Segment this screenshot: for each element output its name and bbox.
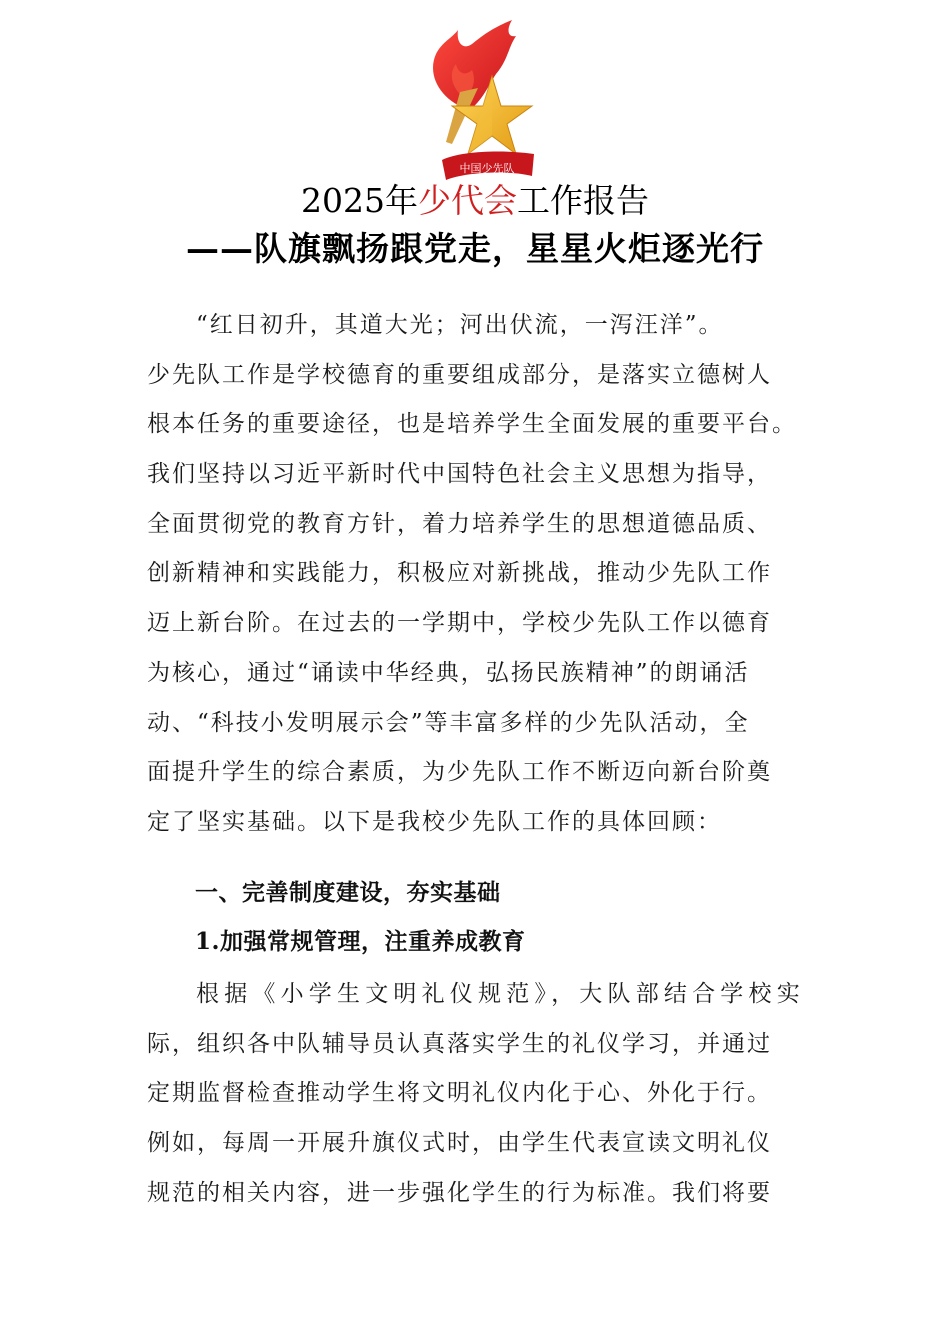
paragraph-line: 少先队工作是学校德育的重要组成部分，是落实立德树人 — [147, 361, 772, 388]
paragraph-line: 定了坚实基础。以下是我校少先队工作的具体回顾： — [147, 808, 722, 835]
title-rest: 工作报告 — [516, 181, 649, 220]
report-subtitle: ——队旗飘扬跟党走，星星火炬逐光行 — [186, 229, 764, 268]
report-title — [0, 178, 950, 224]
ribbon-text: 中国少先队 — [459, 162, 515, 175]
paragraph-line: 面提升学生的综合素质，为少先队工作不断迈向新台阶奠 — [147, 759, 772, 786]
paragraph-line: 迈上新台阶。在过去的一学期中，学校少先队工作以德育 — [147, 610, 772, 637]
young-pioneers-emblem — [412, 14, 552, 182]
paragraph-line: 创新精神和实践能力，积极应对新挑战，推动少先队工作 — [147, 560, 772, 587]
intro-paragraph — [147, 301, 812, 848]
body-paragraph — [147, 970, 812, 1218]
paragraph-line: 际，组织各中队辅导员认真落实学生的礼仪学习，并通过 — [147, 1030, 772, 1057]
paragraph-line: 例如，每周一开展升旗仪式时，由学生代表宣读文明礼仪 — [147, 1130, 772, 1157]
flame-icon — [433, 20, 516, 110]
paragraph-line: 我们坚持以习近平新时代中国特色社会主义思想为指导， — [147, 461, 772, 488]
paragraph-line: 定期监督检查推动学生将文明礼仪内化于心、外化于行。 — [147, 1080, 772, 1107]
paragraph-line: 根据《小学生文明礼仪规范》，大队部结合学校实 — [196, 981, 805, 1007]
title-highlight: 少代会 — [417, 181, 517, 220]
title-year: 2025年 — [301, 181, 418, 220]
paragraph-line: 为核心，通过“诵读中华经典，弘扬民族精神”的朗诵活 — [147, 659, 750, 686]
subsection-heading: 1.加强常规管理，注重养成教育 — [195, 928, 526, 955]
section-heading: 一、完善制度建设，夯实基础 — [195, 879, 501, 906]
paragraph-line: 规范的相关内容，进一步强化学生的行为标准。我们将要 — [147, 1179, 772, 1206]
paragraph-line: 全面贯彻党的教育方针，着力培养学生的思想道德品质、 — [147, 510, 772, 537]
paragraph-line: 根本任务的重要途径，也是培养学生全面发展的重要平台。 — [147, 411, 797, 438]
paragraph-line: 动、“科技小发明展示会”等丰富多样的少先队活动，全 — [147, 709, 750, 736]
paragraph-line: “红日初升，其道大光；河出伏流，一泻汪洋”。 — [196, 312, 724, 338]
